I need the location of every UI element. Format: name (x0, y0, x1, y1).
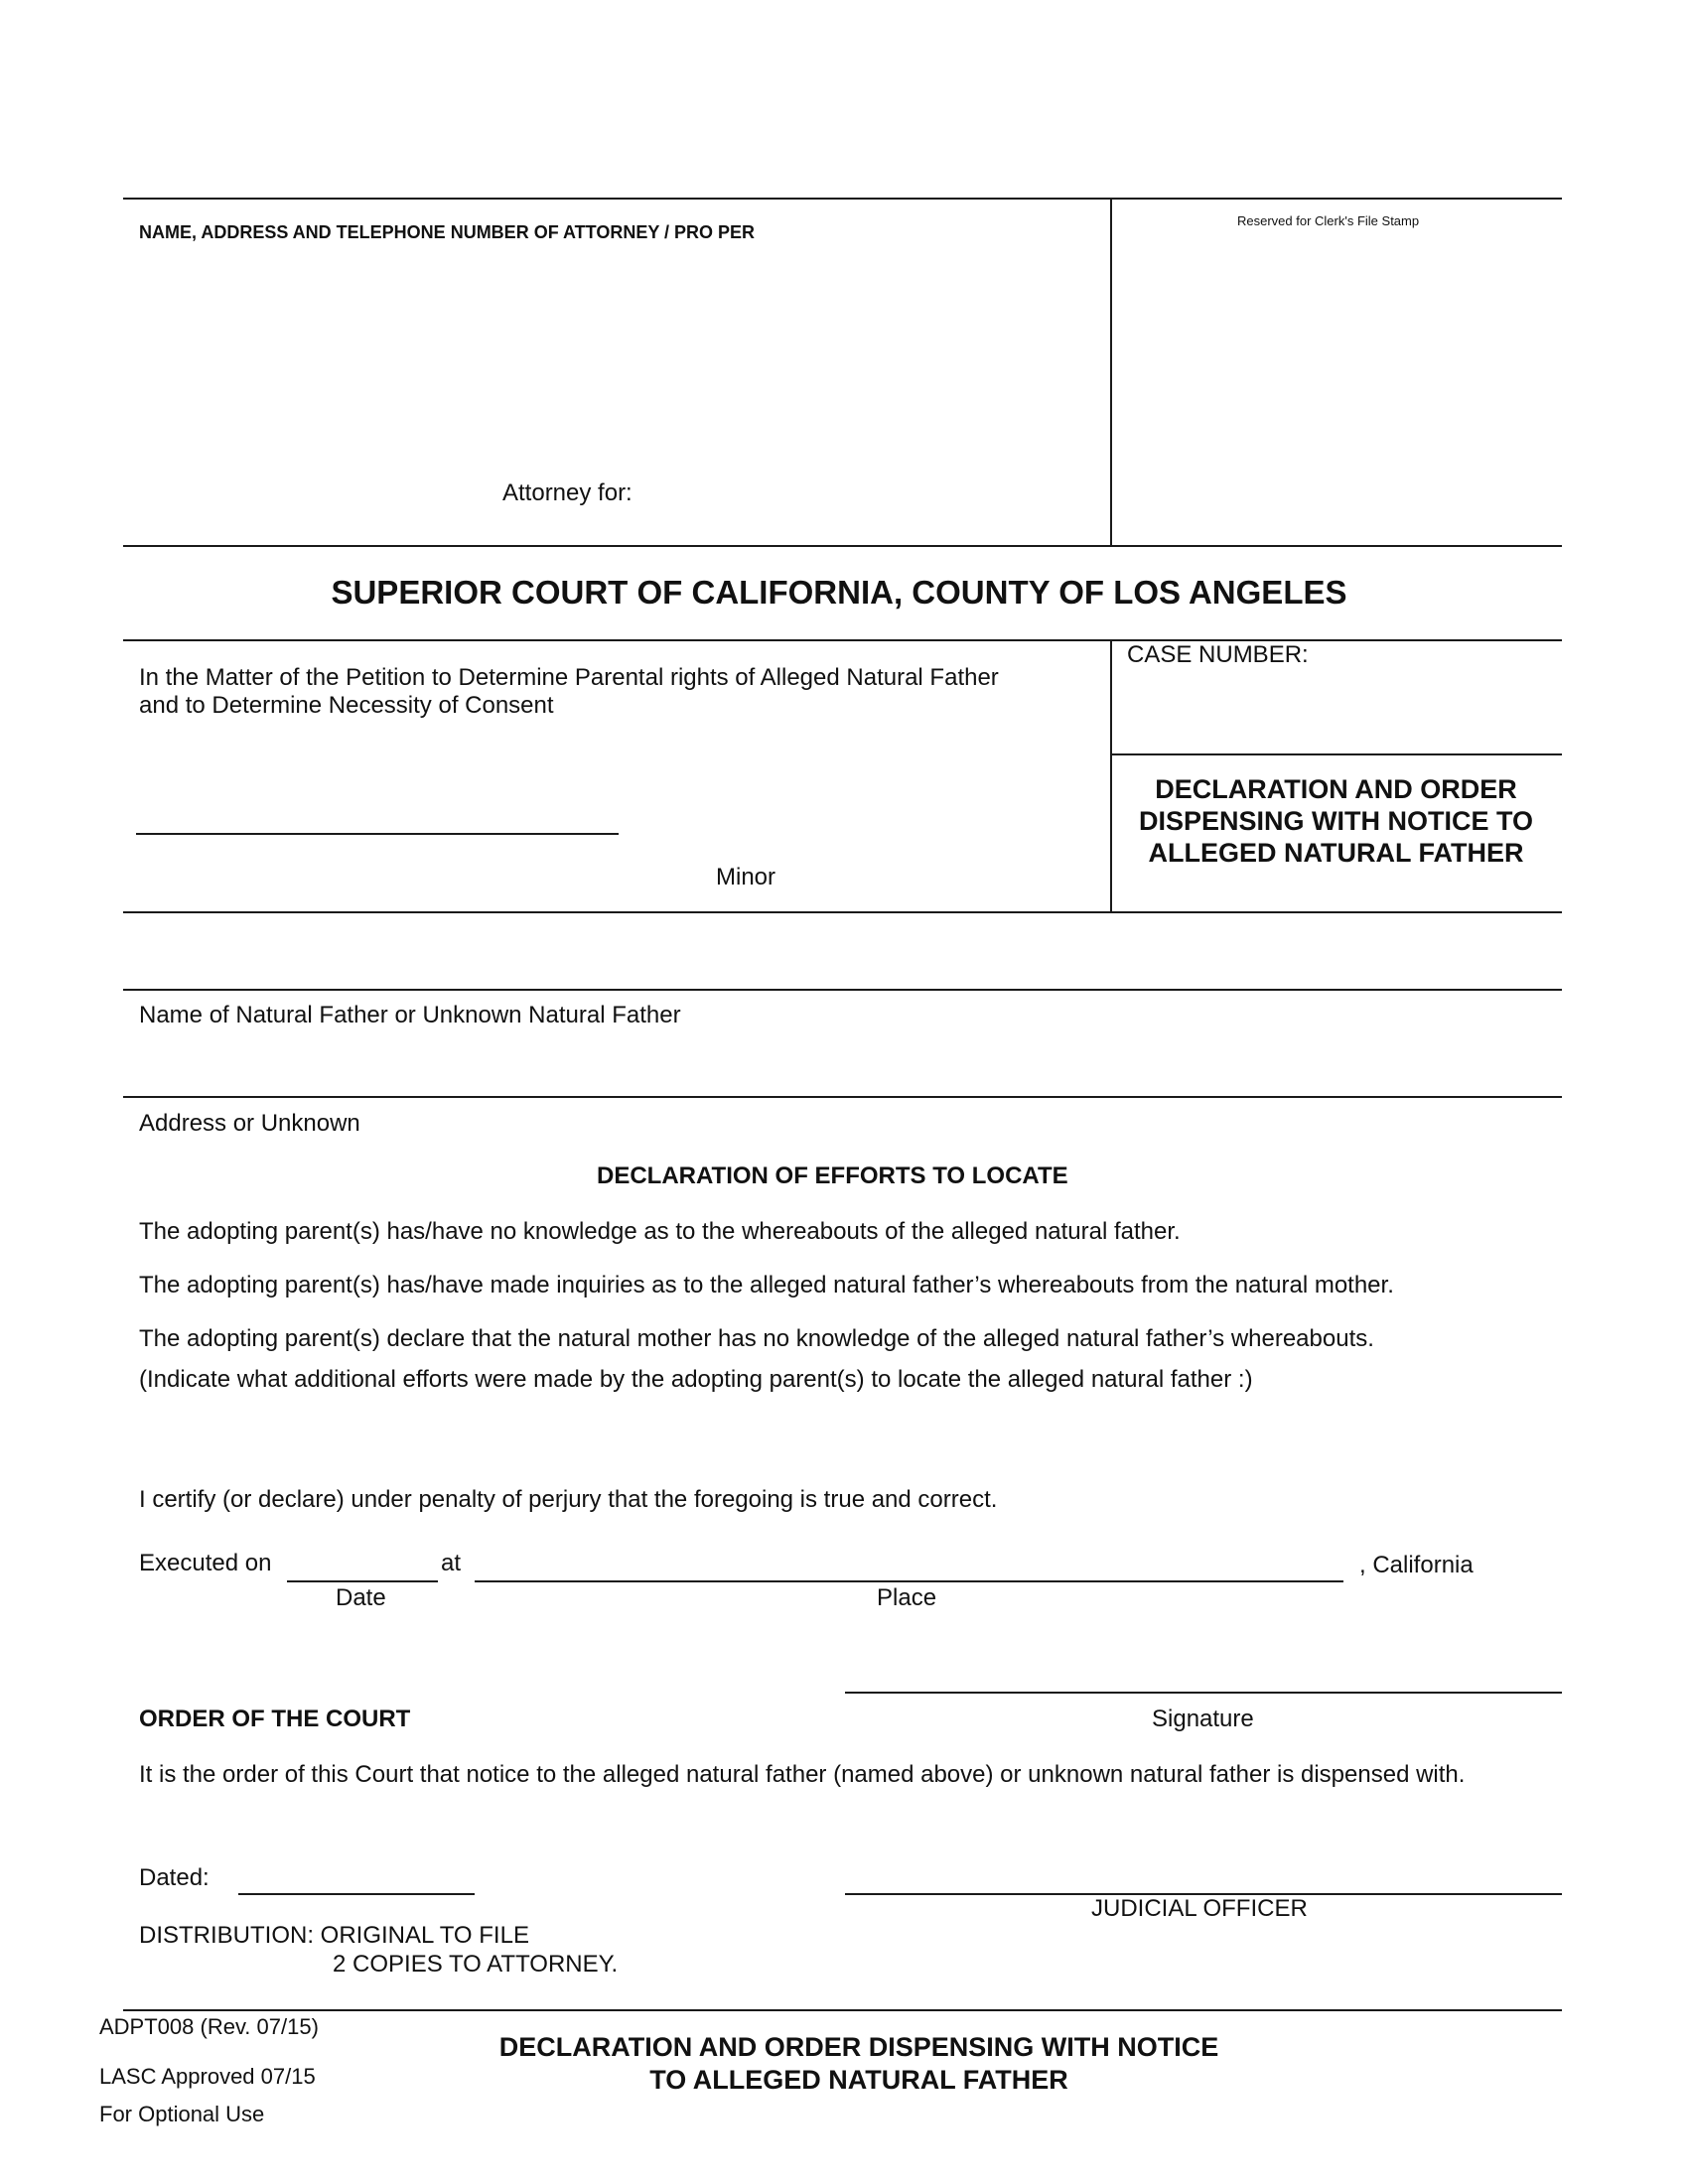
additional-efforts-field[interactable] (139, 1400, 1549, 1479)
father-address-line[interactable] (123, 1096, 1562, 1098)
case-number-rule (1110, 753, 1562, 755)
attorney-info-field[interactable] (139, 248, 1092, 467)
matter-line-1: In the Matter of the Petition to Determine Parental rights of Alleged Natural Father (139, 664, 999, 691)
execution-place-line[interactable] (475, 1580, 1343, 1582)
case-number-label: CASE NUMBER: (1127, 641, 1309, 668)
signature-label: Signature (1152, 1706, 1254, 1732)
approval-note: LASC Approved 07/15 (99, 2064, 316, 2089)
signature-line[interactable] (845, 1692, 1562, 1694)
attorney-label: NAME, ADDRESS AND TELEPHONE NUMBER OF ATTORNEY / PRO PER (139, 222, 756, 242)
case-number-field[interactable] (1127, 673, 1544, 743)
matter-bottom-rule (123, 911, 1562, 913)
footer-title-line-1: DECLARATION AND ORDER DISPENSING WITH NOTICE (498, 2032, 1219, 2062)
court-title: SUPERIOR COURT OF CALIFORNIA, COUNTY OF LOS ANGELES (331, 574, 1347, 611)
order-text: It is the order of this Court that notice to the alleged natural father (named above) or unknown natural father is dispensed with. (139, 1761, 1466, 1788)
header-top-rule (123, 198, 1562, 200)
father-name-line[interactable] (123, 989, 1562, 991)
judicial-officer-label: JUDICIAL OFFICER (1091, 1895, 1308, 1922)
matter-top-rule (123, 639, 1562, 641)
father-address-label: Address or Unknown (139, 1110, 360, 1137)
doc-title-line-2: DISPENSING WITH NOTICE TO (1138, 806, 1534, 836)
date-label: Date (336, 1584, 386, 1611)
header-divider (1110, 198, 1112, 545)
dated-line[interactable] (238, 1893, 475, 1895)
optional-use-note: For Optional Use (99, 2102, 265, 2126)
execution-date-line[interactable] (287, 1580, 438, 1582)
matter-line-2: and to Determine Necessity of Consent (139, 692, 554, 719)
executed-on-label: Executed on (139, 1550, 272, 1576)
order-heading: ORDER OF THE COURT (139, 1706, 411, 1732)
dated-label: Dated: (139, 1864, 210, 1891)
doc-title-line-3: ALLEGED NATURAL FATHER (1148, 838, 1524, 868)
distribution-line-2: 2 COPIES TO ATTORNEY. (333, 1951, 619, 1978)
distribution-line-1: DISTRIBUTION: ORIGINAL TO FILE (139, 1922, 529, 1949)
clerk-stamp-label: Reserved for Clerk's File Stamp (1237, 213, 1420, 228)
header-bottom-rule (123, 545, 1562, 547)
minor-label: Minor (716, 864, 776, 890)
attorney-for-label: Attorney for: (502, 479, 633, 506)
declaration-statement-1: The adopting parent(s) has/have no knowledge as to the whereabouts of the alleged natural father. (139, 1218, 1181, 1245)
declaration-statement-2: The adopting parent(s) has/have made inquiries as to the alleged natural father’s whereabouts from the natural mother. (139, 1272, 1394, 1298)
declaration-statement-3: The adopting parent(s) declare that the natural mother has no knowledge of the alleged natural father’s whereabouts. (139, 1325, 1374, 1352)
california-label: , California (1359, 1552, 1474, 1578)
place-label: Place (877, 1584, 937, 1611)
father-name-label: Name of Natural Father or Unknown Natural Father (139, 1002, 681, 1028)
footer-title-line-2: TO ALLEGED NATURAL FATHER (649, 2065, 1068, 2095)
minor-name-line[interactable] (136, 833, 619, 835)
footer-rule (123, 2009, 1562, 2011)
doc-title-line-1: DECLARATION AND ORDER (1155, 774, 1517, 804)
declaration-heading: DECLARATION OF EFFORTS TO LOCATE (597, 1162, 1068, 1189)
declaration-statement-4: (Indicate what additional efforts were made by the adopting parent(s) to locate the alleged natural father :) (139, 1366, 1253, 1393)
form-id: ADPT008 (Rev. 07/15) (99, 2014, 319, 2039)
certify-statement: I certify (or declare) under penalty of perjury that the foregoing is true and correct. (139, 1486, 998, 1513)
at-label: at (441, 1550, 462, 1576)
